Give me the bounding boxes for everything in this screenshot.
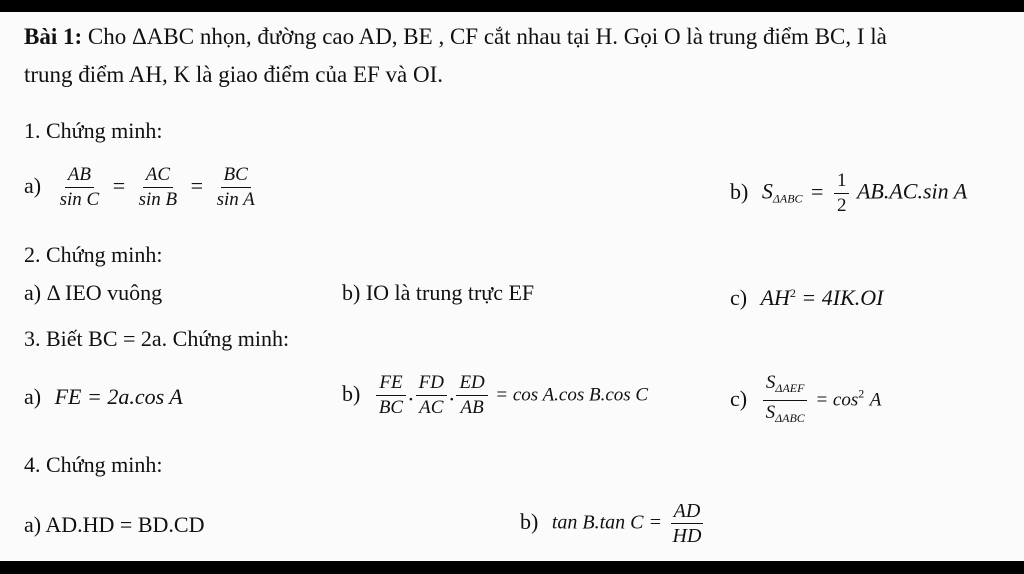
tan-product: tan B.tan C = <box>551 511 662 534</box>
fraction-denominator: 2 <box>836 195 847 216</box>
fraction-ad-over-hd <box>670 500 705 547</box>
problem-title: Bài 1: <box>24 24 83 49</box>
part3-item-b: b) $\frac{FE}{BC}$ . $\frac{FD}{AC}$ . $\frac{ED}{AB}$ = cos A.cos B.cos C <box>342 372 649 418</box>
problem-statement-text-1: Cho ΔABC nhọn, đường cao AD, BE , CF cắt nhau tại H. Gọi O là trung điểm BC, I là <box>87 24 887 49</box>
equals-sign: = <box>190 172 204 198</box>
part3-item-c <box>730 372 881 429</box>
rhs-term: = 4IK.OI <box>801 285 884 310</box>
fraction-fd-over-ac <box>416 372 447 419</box>
part3-heading: 3. Biết BC = 2a. Chứng minh: <box>24 326 290 351</box>
fraction-bc-over-sina <box>214 164 258 211</box>
part1-item-b <box>730 170 967 217</box>
fe-expression: FE = 2a.cos A <box>54 384 183 409</box>
problem-statement-line-2: trung điểm AH, K là giao điểm của EF và OI. <box>24 62 444 87</box>
part2-item-c <box>730 280 883 311</box>
ah-term: AH <box>760 285 790 310</box>
fraction-area-ratio <box>763 372 808 429</box>
fraction-numerator: 1 <box>834 170 850 194</box>
equals-sign: = <box>112 172 126 198</box>
fraction-ac-over-sinb <box>136 164 181 211</box>
part4-item-b <box>520 500 706 547</box>
fraction-numerator: ED <box>456 372 487 396</box>
fraction-denominator: sin B <box>138 189 178 210</box>
part4-heading: 4. Chứng minh: <box>24 452 163 477</box>
part3-c-label: c) <box>730 385 748 411</box>
fraction-numerator: AC <box>143 164 173 188</box>
part1-heading: 1. Chứng minh: <box>24 118 163 143</box>
fraction-fe-over-bc <box>376 372 406 419</box>
area-formula-rest: AB.AC.sin A <box>856 178 968 204</box>
fraction-denominator: sin C <box>59 189 100 210</box>
fraction-denominator: $S_{\Delta ABC}$ <box>765 402 805 425</box>
fraction-numerator: $S_{\Delta AEF}$ <box>763 372 808 401</box>
part1-b-label: b) <box>730 178 749 204</box>
area-symbol: S <box>761 178 773 204</box>
part2-c-label: c) <box>730 285 748 310</box>
part2-item-a: a) Δ IEO vuông <box>24 280 163 305</box>
fraction-ed-over-ab <box>456 372 487 419</box>
exponent: 2 <box>789 286 796 300</box>
part3-a-label: a) <box>24 384 42 409</box>
fraction-numerator: AB <box>65 164 94 188</box>
fraction-denominator: HD <box>672 525 702 547</box>
fraction-numerator: BC <box>221 164 251 188</box>
part2-item-b: b) IO là trung trực EF <box>342 280 535 305</box>
problem-statement-line-1 <box>24 24 887 50</box>
cos-product: = cos A.cos B.cos C <box>495 384 649 406</box>
fraction-denominator: BC <box>378 397 404 418</box>
area-subscript: ΔABC <box>772 191 803 206</box>
fraction-denominator: sin A <box>216 189 255 210</box>
cos-term: = cos <box>815 389 859 411</box>
angle-a: A <box>869 389 882 411</box>
part4-b-label: b) <box>520 508 539 534</box>
part3-b-label: b) <box>342 380 361 406</box>
fraction-ab-over-sinc <box>57 164 103 211</box>
part3-item-a <box>24 384 183 410</box>
part2-heading: 2. Chứng minh: <box>24 242 163 267</box>
part1-item-a <box>24 164 260 211</box>
fraction-numerator: AD <box>671 500 704 524</box>
fraction-numerator: FE <box>376 372 405 396</box>
equals-sign: = <box>811 178 824 204</box>
fraction-denominator: AB <box>460 397 484 418</box>
worksheet-page <box>0 12 1024 561</box>
part1-a-label: a) <box>24 172 42 198</box>
fraction-numerator: FD <box>416 372 447 396</box>
exponent: 2 <box>858 386 865 401</box>
fraction-denominator: AC <box>419 397 444 418</box>
part4-item-a: a) AD.HD = BD.CD <box>24 512 205 537</box>
fraction-one-half <box>834 170 850 217</box>
